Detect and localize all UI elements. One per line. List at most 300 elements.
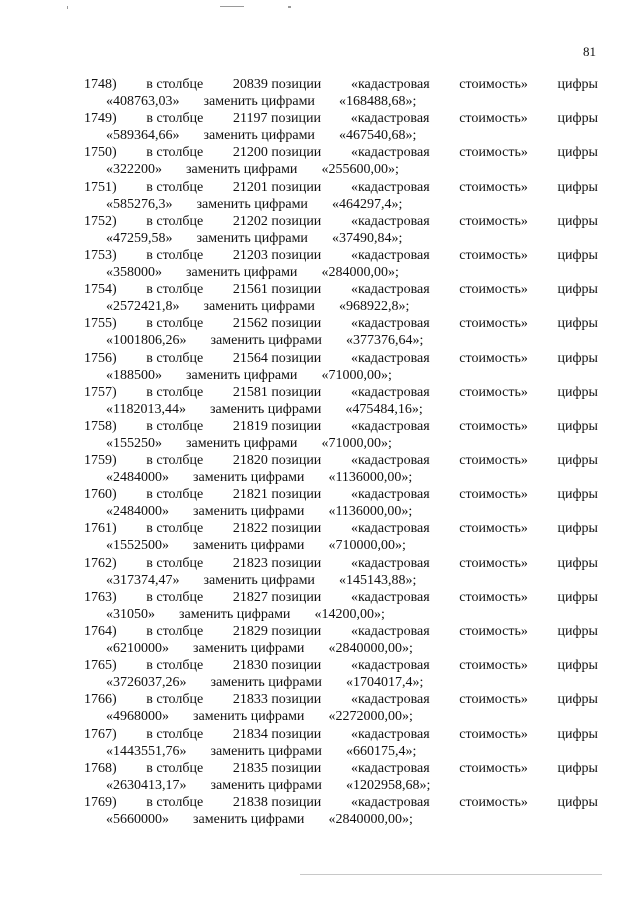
column-number: 21201 — [232, 179, 268, 195]
word-digits: цифры — [557, 111, 598, 127]
entry-number: 1763) — [84, 589, 117, 605]
column-number-position — [233, 350, 322, 367]
list-item — [84, 589, 598, 623]
new-value: «1202958,68»; — [345, 777, 431, 793]
entry-line-1 — [84, 384, 598, 401]
entry-line-2 — [84, 435, 598, 452]
column-number: 21821 — [232, 487, 268, 503]
column-number-position — [233, 315, 322, 332]
position-label: позиции — [271, 282, 322, 298]
replace-label: заменить цифрами — [210, 333, 322, 349]
column-number: 21202 — [232, 213, 268, 229]
entry-line-2 — [84, 367, 598, 384]
old-value: «5660000» — [106, 811, 169, 827]
new-value: «37490,84»; — [331, 230, 403, 246]
entry-number: 1752) — [84, 213, 117, 229]
position-label: позиции — [271, 77, 322, 92]
entry-number: 1755) — [84, 316, 117, 332]
replace-label: заменить цифрами — [196, 196, 308, 212]
replace-label: заменить цифрами — [209, 401, 322, 417]
column-number: 21830 — [232, 658, 268, 674]
position-label: позиции — [271, 453, 322, 469]
word-cadastral: «кадастровая — [350, 726, 430, 742]
replace-label: заменить цифрами — [186, 162, 298, 178]
replace-label: заменить цифрами — [210, 675, 322, 691]
entry-line-2 — [84, 332, 598, 349]
word-cadastral: «кадастровая — [350, 794, 430, 810]
word-digits: цифры — [557, 658, 598, 674]
column-number-position — [233, 213, 322, 230]
replace-label: заменить цифрами — [203, 572, 315, 588]
position-label: позиции — [271, 624, 322, 639]
list-item — [84, 315, 598, 349]
word-value: стоимость» — [459, 453, 528, 469]
word-cadastral: «кадастровая — [350, 179, 430, 195]
column-label: в столбце — [146, 213, 204, 229]
column-label: в столбце — [146, 145, 204, 161]
column-number: 21564 — [232, 350, 268, 366]
column-number-position — [233, 144, 322, 161]
new-value: «968922,8»; — [338, 299, 410, 315]
column-number-position — [233, 247, 322, 264]
replace-label: заменить цифрами — [210, 777, 322, 793]
scan-mark-right — [288, 6, 291, 8]
old-value: «2484000» — [106, 470, 169, 486]
word-cadastral: «кадастровая — [350, 247, 430, 263]
entry-number: 1751) — [84, 179, 117, 195]
new-value: «284000,00»; — [321, 264, 399, 280]
entry-line-1 — [84, 144, 598, 161]
word-cadastral: «кадастровая — [350, 282, 430, 298]
column-number: 21834 — [232, 726, 268, 742]
entry-line-2 — [84, 93, 598, 110]
new-value: «1704017,4»; — [345, 675, 424, 691]
position-label: позиции — [271, 145, 322, 161]
column-number: 20839 — [232, 77, 268, 92]
word-digits: цифры — [557, 384, 598, 400]
word-value: стоимость» — [459, 145, 528, 161]
entry-line-1 — [84, 76, 598, 93]
entry-number: 1761) — [84, 521, 117, 537]
old-value: «47259,58» — [106, 230, 173, 246]
word-digits: цифры — [557, 692, 598, 708]
replace-label: заменить цифрами — [203, 128, 315, 144]
column-label: в столбце — [146, 624, 204, 639]
new-value: «464297,4»; — [331, 196, 403, 212]
word-value: стоимость» — [459, 794, 528, 810]
column-number: 21822 — [232, 521, 268, 537]
entry-number: 1767) — [84, 726, 117, 742]
old-value: «585276,3» — [106, 196, 173, 212]
entry-line-1 — [84, 657, 598, 674]
word-digits: цифры — [557, 453, 598, 469]
entry-line-2 — [84, 230, 598, 247]
word-value: стоимость» — [459, 726, 528, 742]
word-digits: цифры — [557, 350, 598, 366]
column-label: в столбце — [146, 418, 204, 434]
new-value: «377376,64»; — [345, 333, 424, 349]
word-digits: цифры — [557, 247, 598, 263]
old-value: «358000» — [106, 264, 162, 280]
column-label: в столбце — [146, 384, 204, 400]
column-number: 21819 — [232, 418, 268, 434]
column-number-position — [233, 418, 322, 435]
entry-number: 1759) — [84, 453, 117, 469]
word-value: стоимость» — [459, 521, 528, 537]
old-value: «1443551,76» — [106, 743, 187, 759]
entry-line-1 — [84, 281, 598, 298]
position-label: позиции — [271, 760, 322, 776]
word-value: стоимость» — [459, 384, 528, 400]
new-value: «1136000,00»; — [328, 504, 413, 520]
word-value: стоимость» — [459, 350, 528, 366]
entry-line-1 — [84, 247, 598, 264]
list-item — [84, 179, 598, 213]
new-value: «2840000,00»; — [328, 811, 413, 827]
entry-line-2 — [84, 537, 598, 554]
entry-line-1 — [84, 760, 598, 777]
entry-number: 1769) — [84, 794, 117, 810]
column-number-position — [233, 110, 321, 127]
list-item — [84, 691, 598, 725]
entry-line-2 — [84, 708, 598, 725]
position-label: позиции — [271, 794, 322, 810]
word-cadastral: «кадастровая — [350, 77, 430, 92]
word-cadastral: «кадастровая — [350, 145, 430, 161]
column-number: 21581 — [232, 384, 268, 400]
replace-label: заменить цифрами — [193, 709, 305, 725]
word-cadastral: «кадастровая — [350, 692, 430, 708]
word-cadastral: «кадастровая — [350, 418, 430, 434]
word-value: стоимость» — [459, 487, 528, 503]
list-item — [84, 555, 598, 589]
old-value: «322200» — [106, 162, 162, 178]
word-value: стоимость» — [459, 77, 528, 92]
entry-number: 1765) — [84, 658, 117, 674]
entry-line-1 — [84, 179, 598, 196]
column-number-position — [233, 452, 322, 469]
replace-label: заменить цифрами — [193, 504, 305, 520]
position-label: позиции — [271, 384, 322, 400]
list-item — [84, 418, 598, 452]
column-label: в столбце — [146, 350, 204, 366]
entry-line-2 — [84, 674, 598, 691]
old-value: «155250» — [106, 435, 162, 451]
entry-line-2 — [84, 196, 598, 213]
list-item — [84, 110, 598, 144]
word-value: стоимость» — [459, 760, 528, 776]
entry-number: 1768) — [84, 760, 117, 776]
replace-label: заменить цифрами — [203, 299, 315, 315]
word-value: стоимость» — [459, 316, 528, 332]
word-value: стоимость» — [459, 213, 528, 229]
column-number: 21562 — [232, 316, 268, 332]
entry-line-1 — [84, 623, 598, 640]
column-label: в столбце — [146, 282, 204, 298]
word-digits: цифры — [557, 316, 598, 332]
column-label: в столбце — [146, 487, 204, 503]
entry-line-1 — [84, 452, 598, 469]
entry-number: 1756) — [84, 350, 117, 366]
page-number: 81 — [583, 44, 596, 59]
word-value: стоимость» — [459, 247, 528, 263]
list-item — [84, 247, 598, 281]
column-number-position — [233, 281, 322, 298]
list-item — [84, 76, 598, 110]
position-label: позиции — [271, 418, 322, 434]
word-value: стоимость» — [459, 282, 528, 298]
replace-label: заменить цифрами — [193, 641, 305, 656]
word-digits: цифры — [557, 418, 598, 434]
word-cadastral: «кадастровая — [350, 624, 430, 639]
column-label: в столбце — [146, 726, 204, 742]
word-value: стоимость» — [459, 179, 528, 195]
entry-line-2 — [84, 640, 598, 657]
column-number-position — [233, 589, 322, 606]
replace-label: заменить цифрами — [203, 94, 315, 109]
word-cadastral: «кадастровая — [350, 316, 430, 332]
word-digits: цифры — [557, 794, 598, 810]
entry-number: 1760) — [84, 487, 117, 503]
column-number: 21827 — [232, 589, 268, 605]
entry-number: 1753) — [84, 247, 117, 263]
column-label: в столбце — [146, 589, 204, 605]
new-value: «145143,88»; — [338, 572, 417, 588]
old-value: «2572421,8» — [106, 299, 180, 315]
word-cadastral: «кадастровая — [350, 453, 430, 469]
word-value: стоимость» — [459, 418, 528, 434]
scan-mark-left — [67, 6, 68, 9]
entry-line-2 — [84, 161, 598, 178]
word-cadastral: «кадастровая — [350, 384, 430, 400]
entry-line-1 — [84, 213, 598, 230]
word-value: стоимость» — [459, 589, 528, 605]
old-value: «6210000» — [106, 641, 169, 656]
old-value: «2484000» — [106, 504, 169, 520]
list-item — [84, 623, 598, 657]
position-label: позиции — [271, 316, 322, 332]
word-cadastral: «кадастровая — [350, 521, 430, 537]
replace-label: заменить цифрами — [186, 435, 298, 451]
position-label: позиции — [271, 179, 322, 195]
entry-number: 1766) — [84, 692, 117, 708]
position-label: позиции — [271, 350, 322, 366]
replace-label: заменить цифрами — [196, 230, 308, 246]
entry-line-2 — [84, 743, 598, 760]
entry-line-2 — [84, 469, 598, 486]
entry-number: 1750) — [84, 145, 117, 161]
replace-label: заменить цифрами — [186, 367, 298, 383]
entry-number: 1757) — [84, 384, 117, 400]
word-value: стоимость» — [459, 658, 528, 674]
column-number-position — [233, 179, 322, 196]
scan-mark-mid — [220, 6, 244, 7]
entry-line-1 — [84, 691, 598, 708]
old-value: «2630413,17» — [106, 777, 187, 793]
word-cadastral: «кадастровая — [350, 487, 430, 503]
word-digits: цифры — [557, 624, 598, 639]
column-label: в столбце — [146, 692, 204, 708]
word-value: стоимость» — [459, 692, 528, 708]
entry-line-2 — [84, 777, 598, 794]
new-value: «14200,00»; — [314, 606, 385, 622]
bottom-rule — [300, 874, 602, 875]
word-value: стоимость» — [459, 624, 528, 639]
column-number: 21561 — [232, 282, 268, 298]
entry-line-2 — [84, 606, 598, 623]
old-value: «3726037,26» — [106, 675, 187, 691]
new-value: «71000,00»; — [321, 367, 392, 383]
new-value: «710000,00»; — [328, 538, 406, 554]
list-item — [84, 452, 598, 486]
new-value: «1136000,00»; — [328, 470, 413, 486]
list-item — [84, 794, 598, 828]
column-label: в столбце — [146, 760, 204, 776]
column-label: в столбце — [146, 521, 204, 537]
column-label: в столбце — [146, 247, 204, 263]
word-digits: цифры — [557, 589, 598, 605]
word-digits: цифры — [557, 179, 598, 195]
entry-line-2 — [84, 298, 598, 315]
position-label: позиции — [271, 111, 322, 127]
old-value: «1552500» — [106, 538, 169, 554]
list-item — [84, 486, 598, 520]
entry-number: 1749) — [84, 111, 117, 127]
column-label: в столбце — [146, 794, 204, 810]
new-value: «467540,68»; — [338, 128, 417, 144]
old-value: «1001806,26» — [106, 333, 187, 349]
column-number-position — [233, 520, 322, 537]
entry-number: 1764) — [84, 624, 117, 639]
entry-line-1 — [84, 110, 598, 127]
column-number: 21829 — [232, 624, 268, 639]
entry-line-2 — [84, 811, 598, 828]
old-value: «31050» — [106, 606, 155, 622]
list-item — [84, 520, 598, 554]
word-cadastral: «кадастровая — [350, 589, 430, 605]
column-number-position — [233, 555, 322, 572]
list-item — [84, 760, 598, 794]
position-label: позиции — [271, 692, 322, 708]
word-cadastral: «кадастровая — [350, 111, 430, 127]
entry-line-1 — [84, 350, 598, 367]
old-value: «4968000» — [106, 709, 169, 725]
word-cadastral: «кадастровая — [350, 213, 430, 229]
word-digits: цифры — [557, 726, 598, 742]
list-item — [84, 384, 598, 418]
column-label: в столбце — [146, 453, 204, 469]
position-label: позиции — [271, 658, 322, 674]
entry-line-2 — [84, 127, 598, 144]
new-value: «475484,16»; — [345, 401, 423, 417]
list-item — [84, 213, 598, 247]
position-label: позиции — [271, 589, 322, 605]
column-number-position — [233, 794, 322, 811]
replace-label: заменить цифрами — [193, 470, 305, 486]
entry-line-2 — [84, 572, 598, 589]
column-number: 21823 — [232, 555, 268, 571]
entry-line-1 — [84, 520, 598, 537]
column-label: в столбце — [146, 658, 204, 674]
word-digits: цифры — [557, 282, 598, 298]
position-label: позиции — [271, 247, 322, 263]
column-number: 21200 — [232, 145, 268, 161]
entry-line-2 — [84, 401, 598, 418]
list-item — [84, 144, 598, 178]
word-value: стоимость» — [459, 111, 528, 127]
old-value: «317374,47» — [106, 572, 180, 588]
column-label: в столбце — [146, 179, 204, 195]
position-label: позиции — [271, 726, 322, 742]
position-label: позиции — [271, 213, 322, 229]
list-item — [84, 657, 598, 691]
new-value: «71000,00»; — [321, 435, 392, 451]
new-value: «2840000,00»; — [328, 641, 413, 656]
entry-number: 1758) — [84, 418, 117, 434]
list-item — [84, 281, 598, 315]
column-number: 21833 — [232, 692, 268, 708]
entry-line-1 — [84, 589, 598, 606]
column-number-position — [233, 657, 322, 674]
entry-number: 1762) — [84, 555, 117, 571]
column-number: 21838 — [232, 794, 268, 810]
column-label: в столбце — [146, 111, 204, 127]
replace-label: заменить цифрами — [179, 606, 291, 622]
column-number: 21203 — [232, 247, 268, 263]
list-item — [84, 350, 598, 384]
column-label: в столбце — [146, 316, 204, 332]
entry-line-1 — [84, 794, 598, 811]
column-number-position — [233, 760, 322, 777]
entry-line-2 — [84, 503, 598, 520]
word-digits: цифры — [557, 487, 598, 503]
entry-line-1 — [84, 315, 598, 332]
old-value: «1182013,44» — [106, 401, 186, 417]
word-digits: цифры — [557, 760, 598, 776]
new-value: «255600,00»; — [321, 162, 399, 178]
word-digits: цифры — [557, 145, 598, 161]
entry-line-1 — [84, 555, 598, 572]
column-number-position — [233, 486, 322, 503]
old-value: «589364,66» — [106, 128, 180, 144]
entry-number: 1748) — [84, 77, 117, 92]
column-number: 21820 — [232, 453, 268, 469]
word-value: стоимость» — [459, 555, 528, 571]
column-number-position — [233, 623, 322, 640]
word-digits: цифры — [557, 213, 598, 229]
column-number-position — [233, 691, 322, 708]
entry-line-1 — [84, 726, 598, 743]
position-label: позиции — [271, 487, 322, 503]
position-label: позиции — [271, 521, 322, 537]
replace-label: заменить цифрами — [193, 538, 305, 554]
word-cadastral: «кадастровая — [350, 658, 430, 674]
replace-label: заменить цифрами — [193, 811, 305, 827]
column-number: 21835 — [232, 760, 268, 776]
column-number: 21197 — [233, 111, 268, 127]
word-cadastral: «кадастровая — [350, 350, 430, 366]
list-item — [84, 726, 598, 760]
column-label: в столбце — [146, 77, 204, 92]
column-label: в столбце — [146, 555, 204, 571]
column-number-position — [233, 384, 322, 401]
word-digits: цифры — [557, 521, 598, 537]
new-value: «168488,68»; — [338, 94, 417, 109]
entry-line-1 — [84, 486, 598, 503]
entry-line-1 — [84, 418, 598, 435]
word-cadastral: «кадастровая — [350, 760, 430, 776]
new-value: «2272000,00»; — [328, 709, 413, 725]
